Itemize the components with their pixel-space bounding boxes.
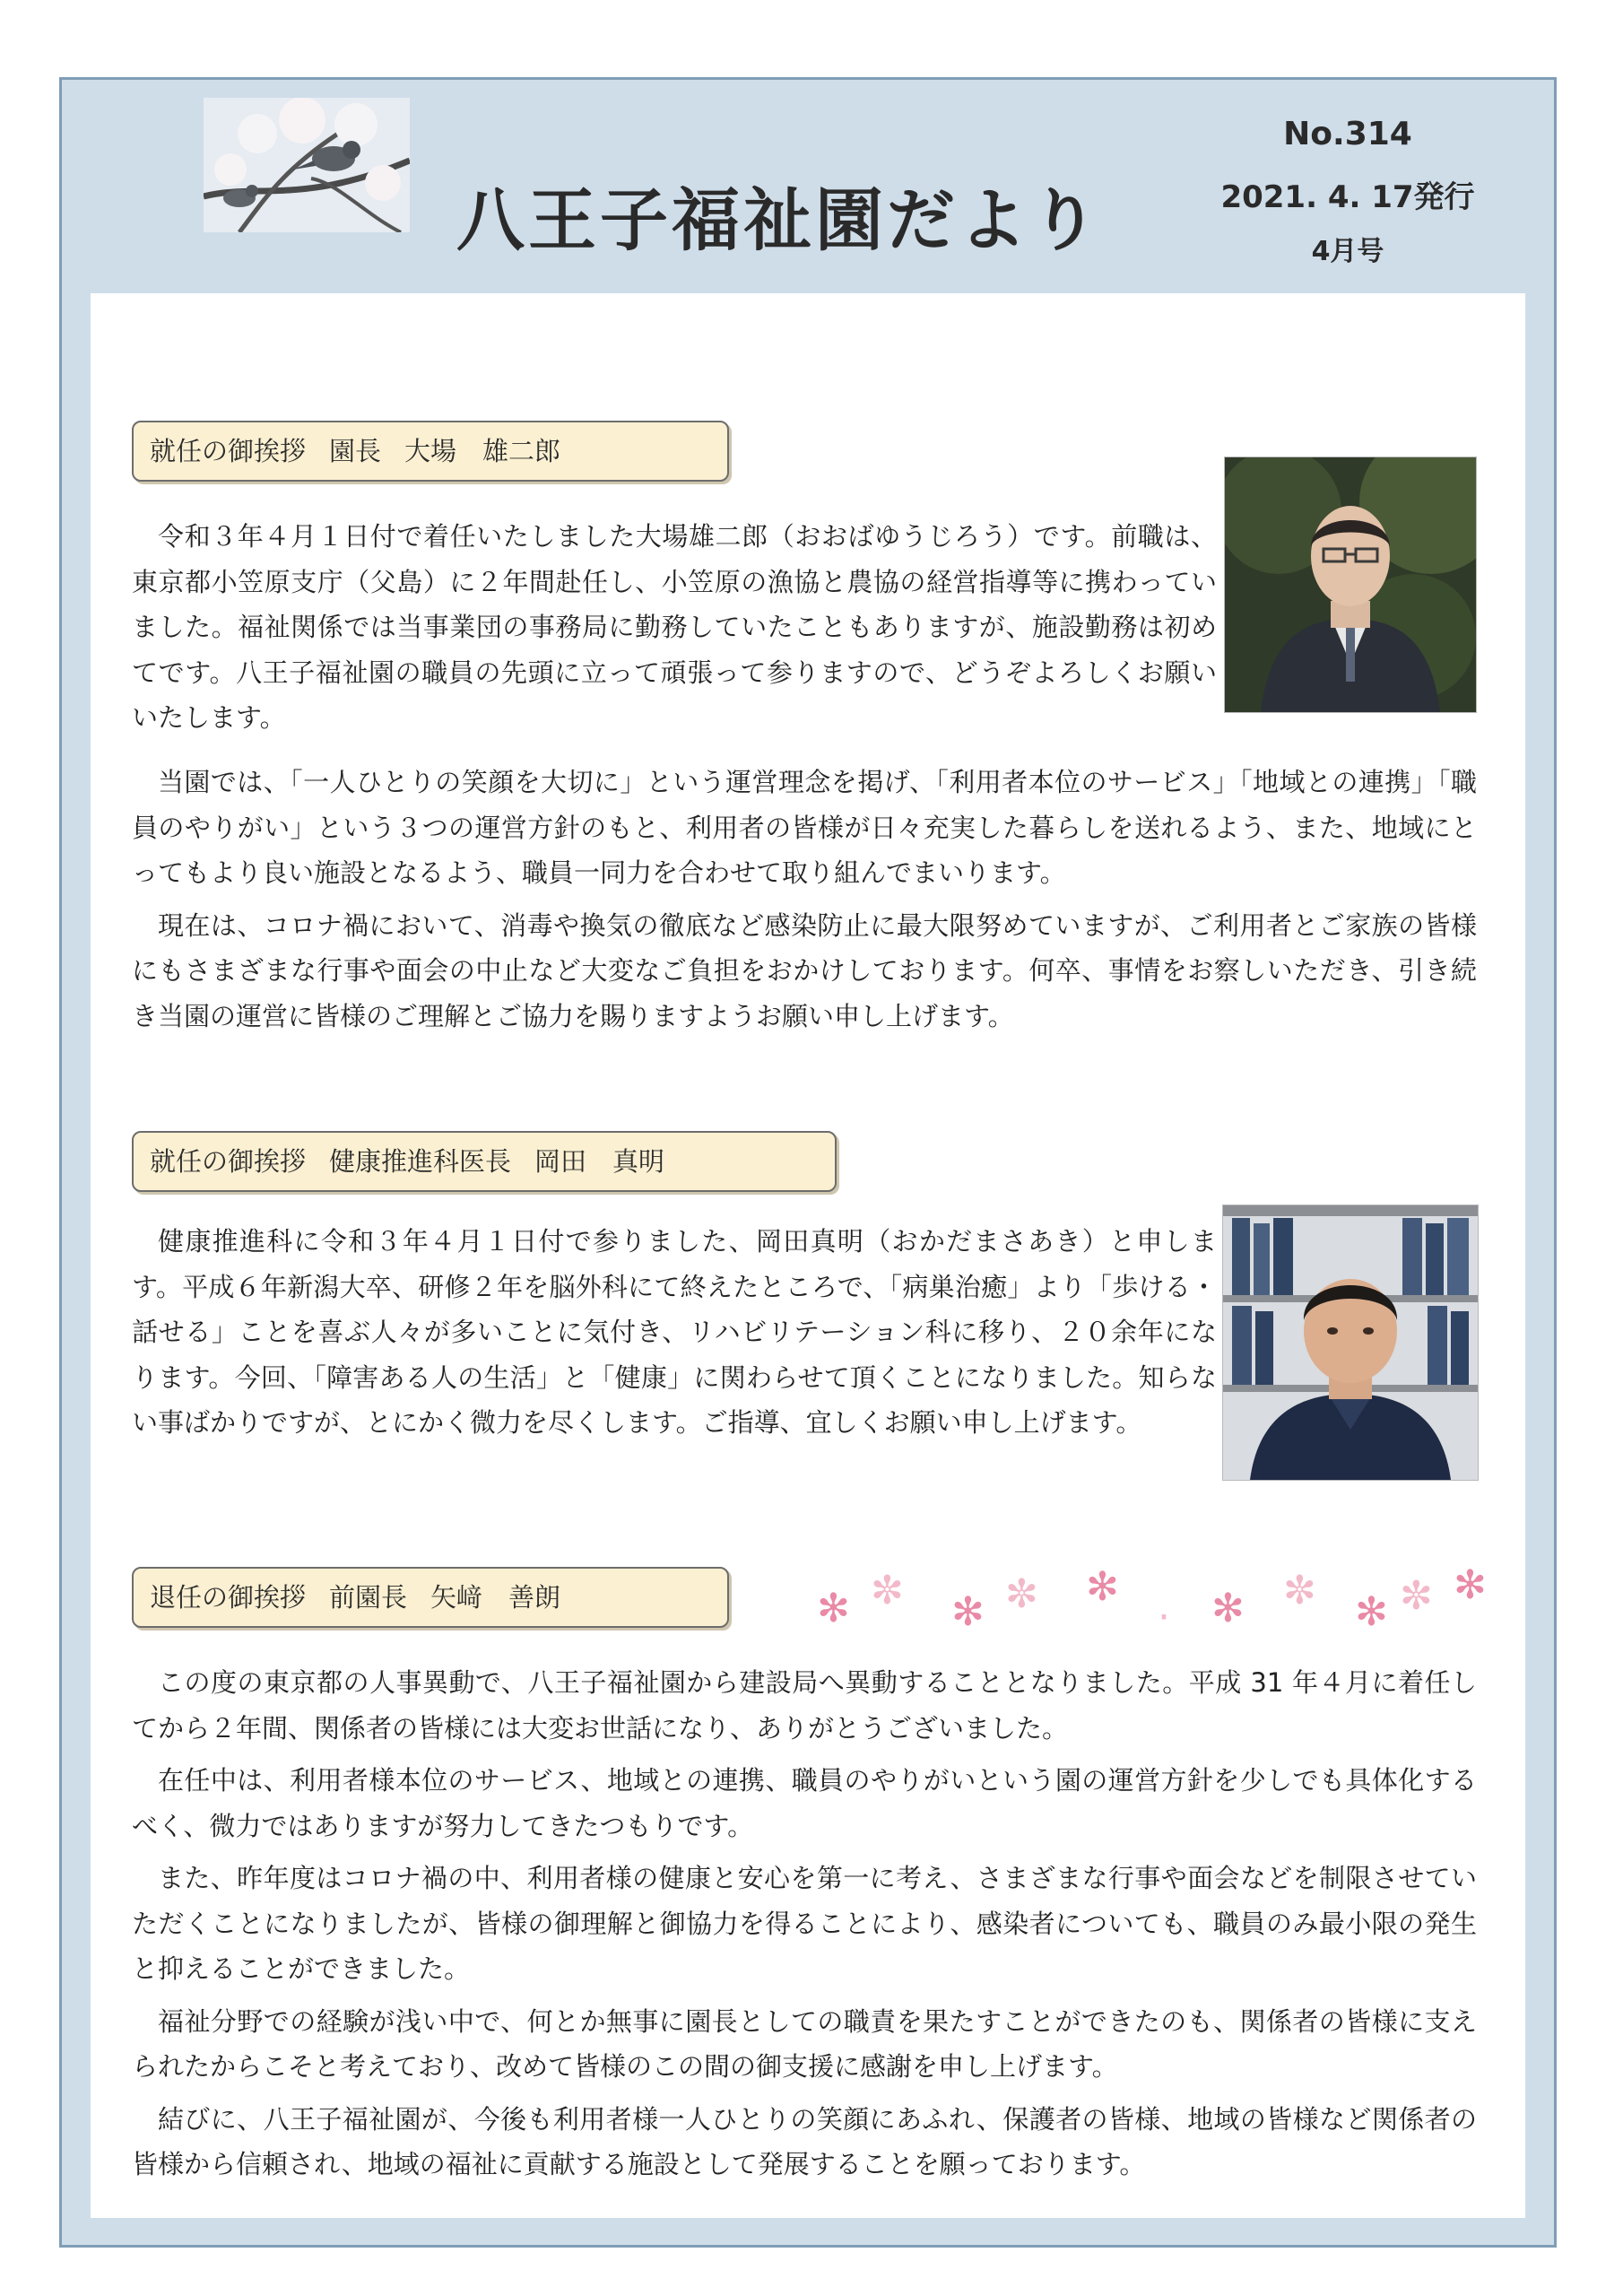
heading-role: 健康推進科医長 [329, 1146, 512, 1177]
heading-role: 前園長 [329, 1582, 408, 1613]
heading-name: 大場 雄二郎 [404, 436, 561, 466]
paragraph: 現在は、コロナ禍において、消毒や換気の徹底など感染防止に最大限努めていますが、ご利用者とご家族の皆様にもさまざまな行事や面会の中止など大変なご負担をおかけしております。何卒、事情をお察しいただき、引き続き当園の運営に皆様のご理解とご協力を賜りますようお願い申し上げます。 [132, 909, 1477, 1031]
former-director-message [132, 1660, 1477, 2187]
heading-type: 就任の御挨拶 [150, 1146, 307, 1177]
newsletter-title: 八王子福祉園だより [456, 180, 1102, 260]
heading-role: 園長 [329, 436, 382, 466]
section-heading-former-director [132, 1567, 729, 1628]
paragraph: また、昨年度はコロナ禍の中、利用者様の健康と安心を第一に考え、さまざまな行事や面会などを制限させていただくことになりましたが、皆様の御理解と御協力を得ることにより、感染者についても、職員のみ最小限の発生と抑えることができました。 [132, 1863, 1477, 1984]
heading-type: 退任の御挨拶 [150, 1582, 307, 1613]
issue-number: No.314 [1283, 116, 1412, 152]
pink-flower-decoration-icon: ✻ ✼ ✻ ✼ ✻ · ✻ ✼ ✻ ✼ ✻ [817, 1562, 1487, 1640]
newsletter-frame [59, 77, 1557, 2248]
heading-name: 岡田 真明 [534, 1146, 665, 1177]
heading-name: 矢﨑 善朗 [430, 1582, 561, 1613]
issue-date: 2021. 4. 17発行 [1220, 179, 1475, 215]
paragraph: 福祉分野での経験が浅い中で、何とか無事に園長としての職責を果たすことができたのも、関係者の皆様に支えられたからこそと考えており、改めて皆様のこの間の御支援に感謝を申し上げます。 [132, 2005, 1477, 2082]
paragraph: 健康推進科に令和３年４月１日付で参りました、岡田真明（おかだまさあき）と申します。平成６年新潟大卒、研修２年を脳外科にて終えたところで、「病巣治癒」より「歩ける・話せる」ことを喜ぶ人々が多いことに気付き、リハビリテーション科に移り、２０余年になります。今回、「障害ある人の生活」と「健康」に関わらせて頂くことになりました。知らない事ばかりですが、とにかく微力を尽くします。ご指導、宜しくお願い申し上げます。 [132, 1226, 1217, 1438]
heading-type: 就任の御挨拶 [150, 436, 307, 466]
director-message [132, 514, 1217, 741]
masthead [62, 80, 1554, 295]
director-message-continued [132, 760, 1477, 1039]
paragraph: この度の東京都の人事異動で、八王子福祉園から建設局へ異動することとなりました。平成 31 年４月に着任してから２年間、関係者の皆様には大変お世話になり、ありがとうございました。 [132, 1667, 1477, 1744]
physician-message [132, 1219, 1217, 1446]
paragraph: 当園では、「一人ひとりの笑顔を大切に」という運営理念を掲げ、「利用者本位のサービス」「地域との連携」「職員のやりがい」という３つの運営方針のもと、利用者の皆様が日々充実した暮らしを送れるよう、また、地域にとってもより良い施設となるよう、職員一同力を合わせて取り組んでまいります。 [132, 767, 1477, 888]
section-heading-physician [132, 1131, 837, 1192]
paragraph: 令和３年４月１日付で着任いたしました大場雄二郎（おおばゆうじろう）です。前職は、東京都小笠原支庁（父島）に２年間赴任し、小笠原の漁協と農協の経営指導等に携わっていました。福祉関係では当事業団の事務局に勤務していたこともありますが、施設勤務は初めてです。八王子福祉園の職員の先頭に立って頑張って参りますので、どうぞよろしくお願いいたします。 [132, 521, 1217, 733]
paragraph: 在任中は、利用者様本位のサービス、地域との連携、職員のやりがいという園の運営方針を少しでも具体化するべく、微力ではありますが努力してきたつもりです。 [132, 1765, 1477, 1841]
paragraph: 結びに、八王子福祉園が、今後も利用者様一人ひとりの笑顔にあふれ、保護者の皆様、地域の皆様など関係者の皆様から信頼され、地域の福祉に貢献する施設として発展することを願っております。 [132, 2103, 1477, 2179]
director-portrait [1224, 457, 1477, 713]
content-area [91, 293, 1525, 2218]
cherry-blossom-bird-photo-icon [204, 98, 410, 232]
issue-month: 4月号 [1311, 236, 1384, 267]
section-heading-director [132, 421, 729, 482]
issue-info [1213, 116, 1482, 268]
physician-portrait [1222, 1205, 1479, 1481]
